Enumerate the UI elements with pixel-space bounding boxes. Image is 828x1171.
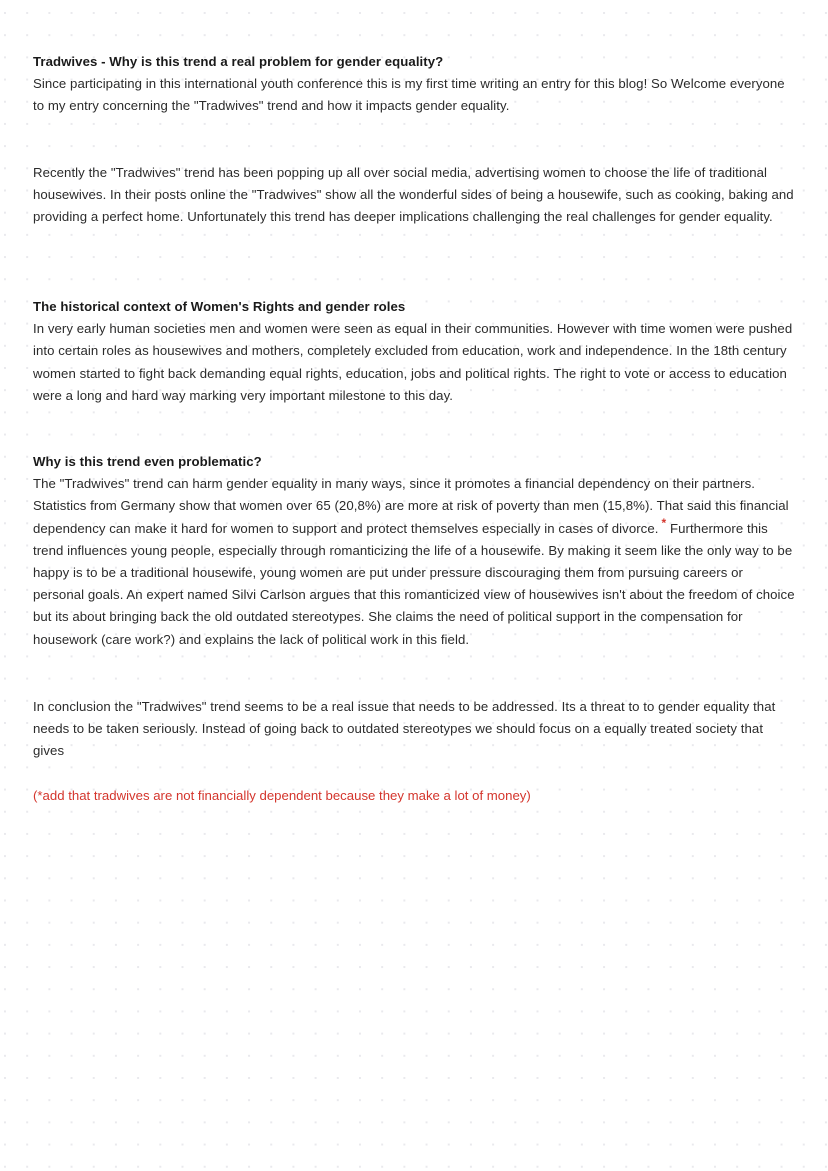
recently-paragraph: Recently the "Tradwives" trend has been popping up all over social media, advertising women to choose the life of traditional housewives. In their posts online the "Tradwives" show all the wonderful sides of being a housewife, such as cooking, baking and providing a perfect home. Unfortunately this trend has deeper implications challenging the real challenges for gender equality. (33, 165, 794, 225)
intro-paragraph: Since participating in this international youth conference this is my first time writing an entry for this blog! So Welcome everyone to my entry concerning the "Tradwives" trend and how it impacts gender equality. (33, 76, 785, 114)
section-conclusion (33, 696, 795, 763)
problem-paragraph-part1: The "Tradwives" trend can harm gender equality in many ways, since it promotes a financial dependency on their partners. Statistics from Germany show that women over 65 (20,8%) are more at risk of poverty than men (15,8%). That said this financial dependency can make it hard for women to support and protect themselves especially in cases of divorce. (33, 476, 789, 536)
history-paragraph: In very early human societies men and women were seen as equal in their communities. However with time women were pushed into certain roles as housewives and mothers, completely excluded from education, work and independence. In the 18th century women started to fight back demanding equal rights, education, jobs and political rights. The right to vote or access to education were a long and hard way marking very important milestone to this day. (33, 321, 793, 403)
footnote-marker-asterisk: * (661, 516, 667, 531)
conclusion-paragraph: In conclusion the "Tradwives" trend seems to be a real issue that needs to be addressed. Its a threat to to gender equality that needs to be taken seriously. Instead of going back to outdated stereotypes we should focus on a equally treated society that gives (33, 699, 776, 759)
section-recently (33, 162, 795, 229)
intro-heading: Tradwives - Why is this trend a real problem for gender equality? (33, 54, 444, 69)
problem-paragraph (33, 473, 795, 651)
problem-paragraph-part2: Furthermore this trend influences young people, especially through romanticizing the life of a housewife. By making it seem like the only way to be happy is to be a traditional housewife, young women are put under pressure discouraging them from pursuing careers or personal goals. An expert named Silvi Carlson argues that this romanticized view of housewives isn't about the freedom of choice but its about bringing back the old outdated stereotypes. She claims the need of political support in the compensation for housework (care work?) and explains the lack of political work in this field. (33, 520, 795, 647)
section-problem (33, 451, 795, 651)
section-footnote (33, 785, 795, 807)
section-intro (33, 51, 795, 118)
history-heading: The historical context of Women's Rights and gender roles (33, 299, 406, 314)
footnote-annotation: (*add that tradwives are not financially dependent because they make a lot of money) (33, 788, 531, 803)
problem-heading: Why is this trend even problematic? (33, 454, 262, 469)
section-history (33, 296, 795, 407)
